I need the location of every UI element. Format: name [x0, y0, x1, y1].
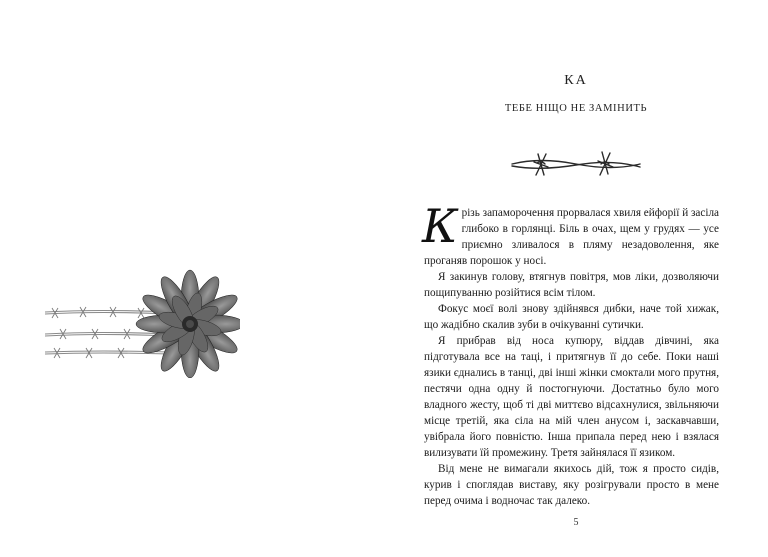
paragraph-5: Від мене не вимагали якихось дій, тож я просто сидів, курив і споглядав виставу, яку розігрували просто в мене перед очима і водночас так далеко.: [424, 463, 719, 507]
chapter-number: КА: [564, 73, 588, 88]
paragraph-2: Я закинув голову, втягнув повітря, мов ліки, дозволяючи пощипуванню розійтися всім тілом.: [424, 271, 719, 299]
barbed-wire-ornament: [510, 142, 642, 184]
paragraph-1: [422, 199, 719, 269]
paragraph-1-text: різь запаморочення прорвалася хвиля ейфорії й засіла глибоко в горлянці. Біль в очах, щем у грудях — усе приємно зливалося в пляму незадоволення, яке проганяв порошок у носі.: [424, 207, 719, 267]
flower-barbed-wire-illustration: [40, 268, 240, 378]
page-number: 5: [573, 517, 579, 528]
chapter-text: [422, 199, 719, 509]
paragraph-3: Фокус моєї волі знову здійнявся дибки, наче той хижак, що жадібно скалив зуби в очікуванні сутички.: [424, 303, 719, 331]
paragraph-4: Я прибрав від носа купюру, віддав дівчині, яка підготувала все на таці, і притягнув її до себе. Поки наші язики єднались в танці, дві інші жінки смоктали мого прутня, пестячи одна одну й постогнуючи. Достатньо було мого владного жесту, щоб ті дві миттєво відсахнулися, звільняючи місце третій, яка сіла на мій член анусом і, заскавчавши, увібрала його повністю. Інша припала перед нею і взялася вилизувати їй промежину. Третя зайнялася її язиком.: [424, 335, 719, 459]
chapter-title: ТЕБЕ НІЩО НЕ ЗАМІНИТЬ: [504, 103, 648, 114]
right-page: [384, 0, 768, 557]
drop-cap: К: [422, 199, 458, 253]
